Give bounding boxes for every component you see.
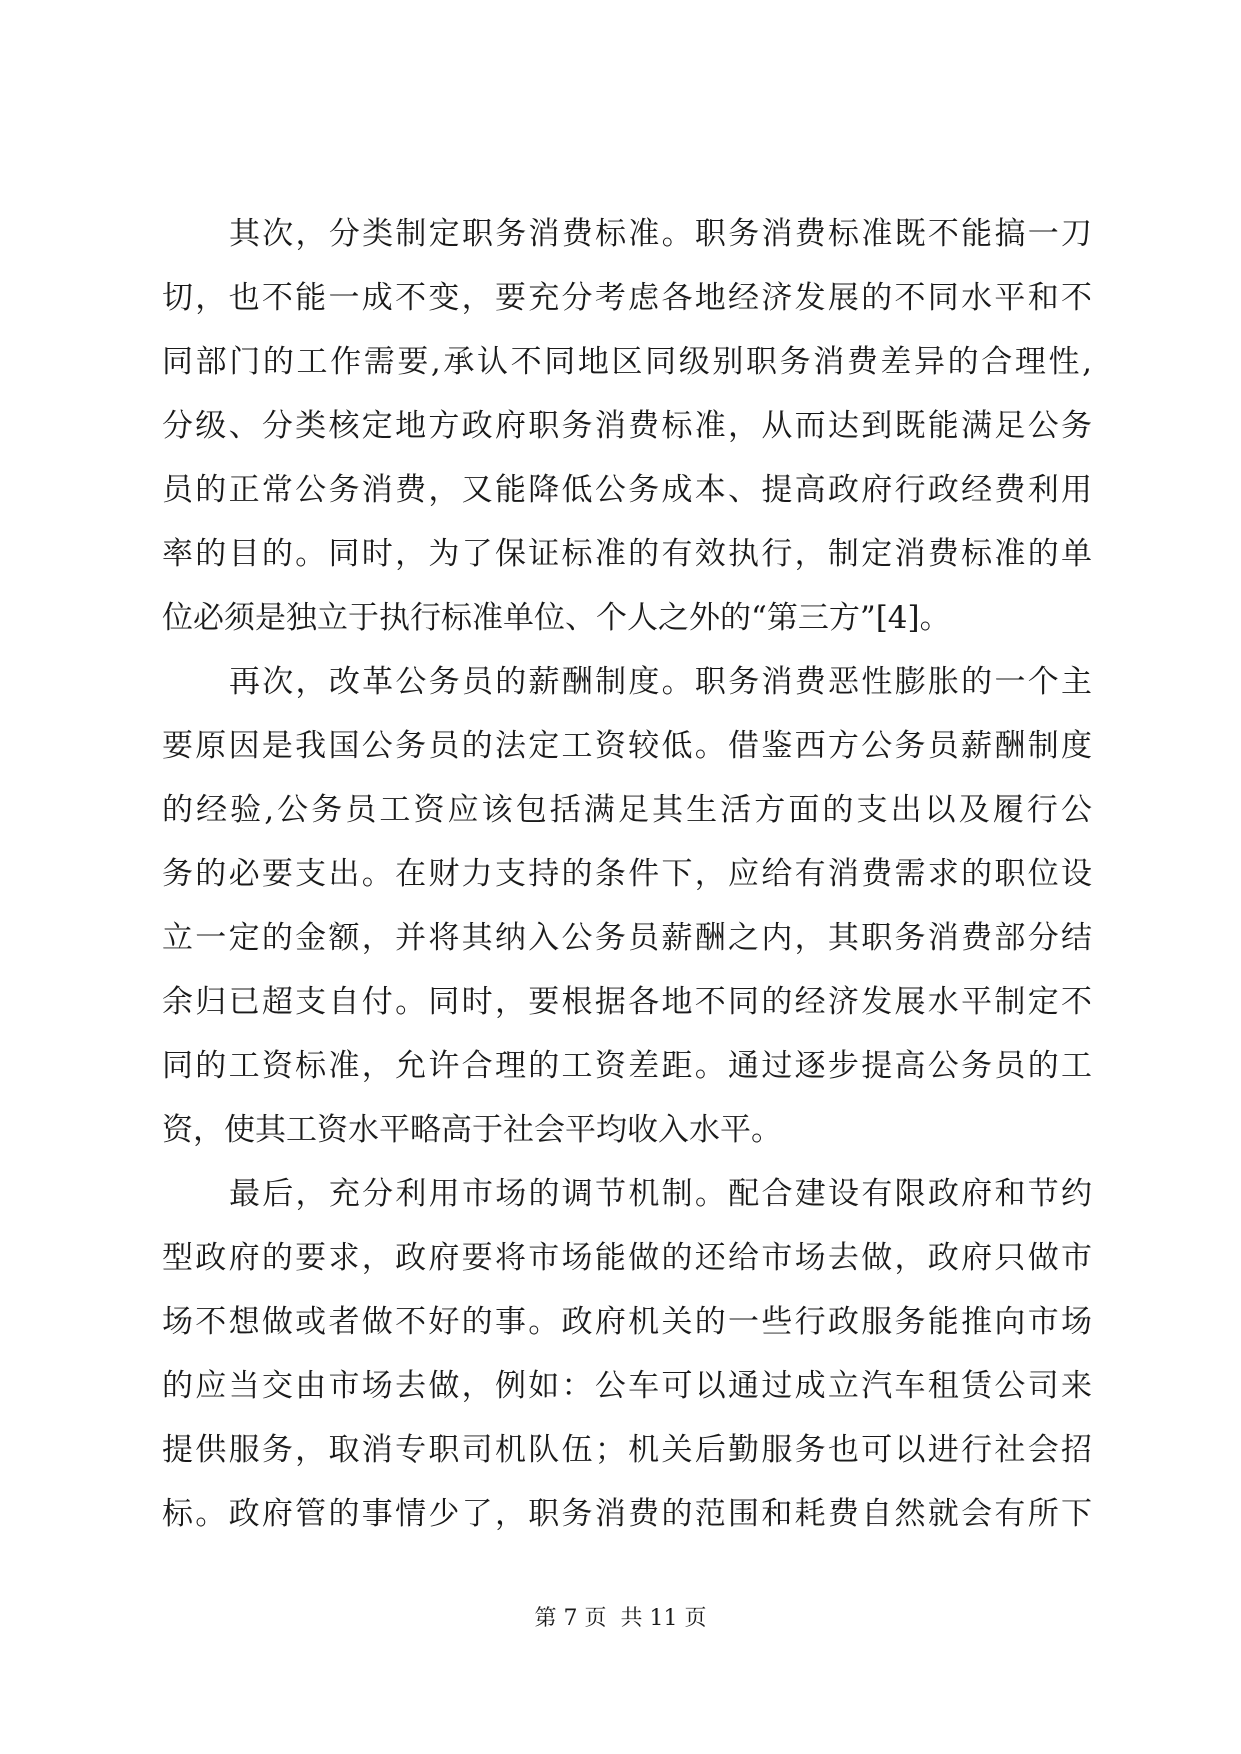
paragraph-line: 务的必要支出。在财力支持的条件下，应给有消费需求的职位设 [162, 856, 1092, 892]
paragraph-secondly [162, 202, 1092, 650]
paragraph-line: 最后，充分利用市场的调节机制。配合建设有限政府和节约 [229, 1176, 1092, 1212]
footer-separator [607, 1606, 621, 1631]
paragraph-line: 分级、分类核定地方政府职务消费标准，从而达到既能满足公务 [162, 408, 1092, 444]
paragraph-line: 再次，改革公务员的薪酬制度。职务消费恶性膨胀的一个主 [229, 664, 1092, 700]
paragraph-line: 的经验,公务员工资应该包括满足其生活方面的支出以及履行公 [162, 792, 1092, 828]
paragraph-line: 其次，分类制定职务消费标准。职务消费标准既不能搞一刀 [229, 216, 1092, 252]
paragraph-finally [162, 1162, 1092, 1546]
total-pages-label: 共 11 页 [620, 1606, 707, 1631]
paragraph-line: 位必须是独立于执行标准单位、个人之外的“第三方”[4]。 [162, 600, 951, 636]
paragraph-line: 立一定的金额，并将其纳入公务员薪酬之内，其职务消费部分结 [162, 920, 1092, 956]
paragraph-line: 提供服务，取消专职司机队伍；机关后勤服务也可以进行社会招 [162, 1432, 1092, 1468]
current-page-label: 第 7 页 [534, 1606, 607, 1631]
paragraph-line: 率的目的。同时，为了保证标准的有效执行，制定消费标准的单 [162, 536, 1092, 572]
paragraph-line: 同的工资标准，允许合理的工资差距。通过逐步提高公务员的工 [162, 1048, 1092, 1084]
paragraph-line: 资，使其工资水平略高于社会平均收入水平。 [162, 1112, 782, 1148]
paragraph-line: 标。政府管的事情少了，职务消费的范围和耗费自然就会有所下 [162, 1496, 1092, 1532]
paragraph-line: 场不想做或者做不好的事。政府机关的一些行政服务能推向市场 [162, 1304, 1092, 1340]
paragraph-line: 余归已超支自付。同时，要根据各地不同的经济发展水平制定不 [162, 984, 1092, 1020]
paragraph-line: 同部门的工作需要,承认不同地区同级别职务消费差异的合理性, [162, 344, 1092, 380]
page-footer [0, 1604, 1241, 1634]
paragraph-thirdly [162, 650, 1092, 1162]
paragraph-line: 员的正常公务消费，又能降低公务成本、提高政府行政经费利用 [162, 472, 1092, 508]
document-body [162, 202, 1092, 1546]
paragraph-line: 要原因是我国公务员的法定工资较低。借鉴西方公务员薪酬制度 [162, 728, 1092, 764]
paragraph-line: 切，也不能一成不变，要充分考虑各地经济发展的不同水平和不 [162, 280, 1092, 316]
paragraph-line: 的应当交由市场去做，例如：公车可以通过成立汽车租赁公司来 [162, 1368, 1092, 1404]
paragraph-line: 型政府的要求，政府要将市场能做的还给市场去做，政府只做市 [162, 1240, 1092, 1276]
